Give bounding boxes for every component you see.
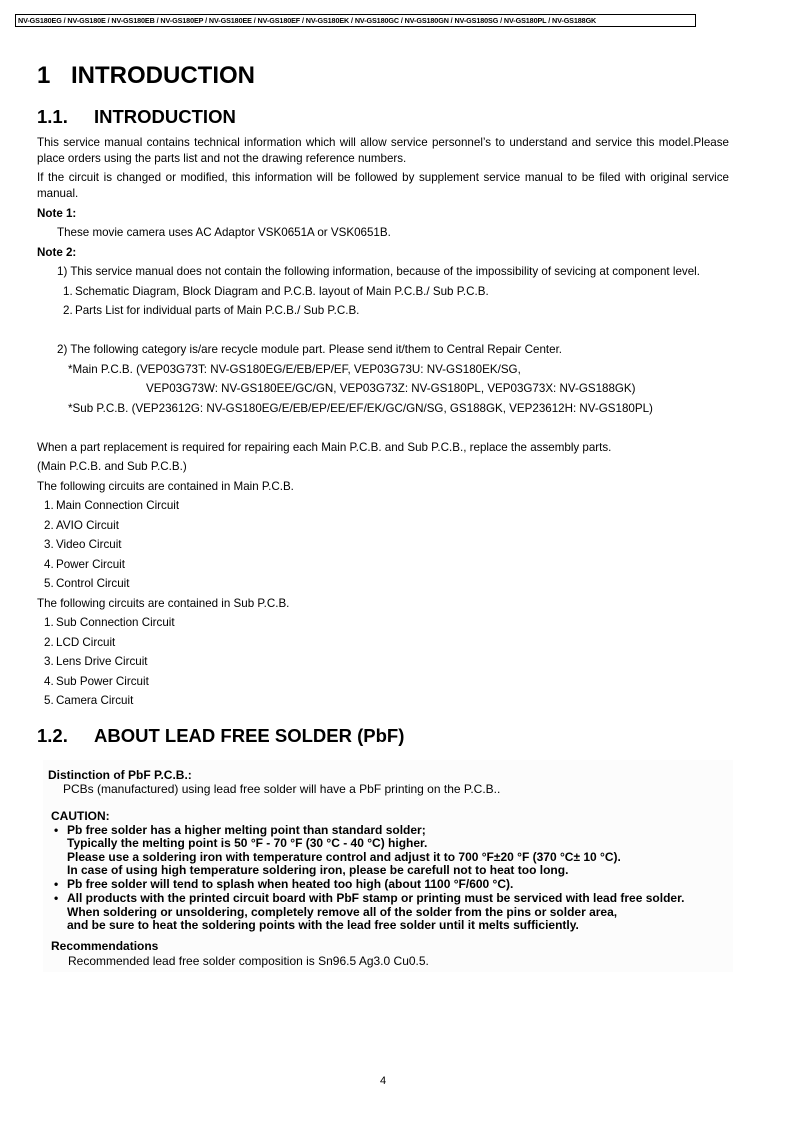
caution-line: and be sure to heat the soldering points with the lead free solder until it melts sufficiently. (67, 918, 579, 932)
note-2-item-1: 1) This service manual does not contain the following information, because of the impossibility of sevicing at component level. (57, 265, 700, 278)
list-text: Video Circuit (56, 538, 122, 551)
list-text: AVIO Circuit (56, 519, 119, 532)
list-text: Control Circuit (56, 577, 130, 590)
sub-circuit-item (44, 693, 133, 709)
caution-line: Please use a soldering iron with temperature control and adjust it to 700 °F±20 °F (370 °C± 10 °C). (67, 850, 621, 864)
list-text: Sub Power Circuit (56, 675, 149, 688)
model-list-header: NV-GS180EG / NV-GS180E / NV-GS180EB / NV-GS180EP / NV-GS180EE / NV-GS180EF / NV-GS180EK / NV-GS180GC / NV-GS180GN / NV-GS180SG / NV-GS180PL / NV-GS188GK (15, 14, 696, 27)
intro-paragraph-2: If the circuit is changed or modified, this information will be followed by supplement service manual to be filed with original service manual. (37, 171, 729, 200)
list-number: 3. (44, 538, 54, 551)
list-number: 1. (44, 499, 54, 512)
list-text: Schematic Diagram, Block Diagram and P.C.B. layout of Main P.C.B./ Sub P.C.B. (75, 285, 489, 298)
list-number: 3. (44, 655, 54, 668)
list-text: LCD Circuit (56, 636, 116, 649)
caution-text: Pb free solder will tend to splash when heated too high (about 1100 °F/600 °C). (67, 877, 514, 891)
list-number: 1. (63, 285, 73, 298)
list-number: 4. (44, 558, 54, 571)
note-2-subitem (63, 303, 359, 319)
main-circuit-item (44, 498, 179, 514)
caution-line: Typically the melting point is 50 °F - 70 °F (30 °C - 40 °C) higher. (67, 836, 428, 850)
sub-circuit-item (44, 615, 175, 631)
list-text: Main Connection Circuit (56, 499, 180, 512)
pbf-info-block (43, 760, 733, 972)
list-text: Parts List for individual parts of Main P.C.B./ Sub P.C.B. (75, 304, 360, 317)
bullet-icon: • (54, 877, 59, 891)
section-title: ABOUT LEAD FREE SOLDER (PbF) (94, 725, 405, 746)
sub-circuit-item (44, 674, 149, 690)
section-1-1-heading (37, 106, 236, 128)
caution-line: In case of using high temperature soldering iron, please be carefull not to heat too long. (67, 863, 569, 877)
distinction-text: PCBs (manufactured) using lead free solder will have a PbF printing on the P.C.B.. (63, 782, 501, 796)
section-number: 1.2. (37, 725, 68, 746)
list-number: 2. (44, 519, 54, 532)
main-circuit-item (44, 518, 119, 534)
note-2-label: Note 2: (37, 246, 77, 259)
section-1-2-heading (37, 725, 404, 747)
caution-label: CAUTION: (51, 809, 110, 823)
main-pcb-line-1: *Main P.C.B. (VEP03G73T: NV-GS180EG/E/EB/EP/EF, VEP03G73U: NV-GS180EK/SG, (68, 363, 521, 376)
caution-line (54, 891, 685, 905)
note-2-subitem (63, 284, 489, 300)
main-circuit-item (44, 557, 125, 573)
recommendations-text: Recommended lead free solder composition is Sn96.5 Ag3.0 Cu0.5. (68, 954, 429, 968)
main-circuit-item (44, 576, 129, 592)
recommendations-label: Recommendations (51, 939, 159, 953)
list-text: Lens Drive Circuit (56, 655, 148, 668)
page-number: 4 (380, 1075, 387, 1087)
list-number: 5. (44, 577, 54, 590)
main-circuit-item (44, 537, 122, 553)
chapter-number: 1 (37, 62, 51, 89)
caution-line (54, 877, 514, 891)
sub-pcb-line: *Sub P.C.B. (VEP23612G: NV-GS180EG/E/EB/EP/EE/EF/EK/GC/GN/SG, GS188GK, VEP23612H: NV-GS180PL) (68, 402, 653, 415)
list-number: 2. (63, 304, 73, 317)
list-number: 5. (44, 694, 54, 707)
replacement-line-1: When a part replacement is required for repairing each Main P.C.B. and Sub P.C.B., replace the assembly parts. (37, 441, 612, 454)
list-text: Power Circuit (56, 558, 125, 571)
bullet-icon: • (54, 891, 59, 905)
replacement-line-2: (Main P.C.B. and Sub P.C.B.) (37, 460, 187, 473)
intro-paragraph-1: This service manual contains technical information which will allow service personnel’s to understand and service this model.Please place orders using the parts list and not the drawing reference numbers. (37, 136, 729, 165)
sub-circuit-item (44, 635, 115, 651)
sub-circuits-intro: The following circuits are contained in Sub P.C.B. (37, 597, 290, 610)
bullet-icon: • (54, 823, 59, 837)
chapter-title (37, 62, 255, 90)
section-title: INTRODUCTION (94, 106, 236, 127)
list-number: 4. (44, 675, 54, 688)
note-1-label: Note 1: (37, 207, 77, 220)
chapter-title-text: INTRODUCTION (71, 62, 255, 89)
note-1-text: These movie camera uses AC Adaptor VSK0651A or VSK0651B. (57, 226, 391, 239)
list-number: 2. (44, 636, 54, 649)
caution-line (54, 823, 426, 837)
list-text: Camera Circuit (56, 694, 134, 707)
list-number: 1. (44, 616, 54, 629)
main-pcb-line-2: VEP03G73W: NV-GS180EE/GC/GN, VEP03G73Z: NV-GS180PL, VEP03G73X: NV-GS188GK) (146, 382, 636, 395)
main-circuits-intro: The following circuits are contained in Main P.C.B. (37, 480, 294, 493)
section-number: 1.1. (37, 106, 68, 127)
caution-text: All products with the printed circuit board with PbF stamp or printing must be serviced with lead free solder. (67, 891, 685, 905)
caution-line: When soldering or unsoldering, completely remove all of the solder from the pins or solder area, (67, 905, 618, 919)
note-2-item-2: 2) The following category is/are recycle module part. Please send it/them to Central Repair Center. (57, 343, 563, 356)
caution-text: Pb free solder has a higher melting point than standard solder; (67, 823, 426, 837)
distinction-label: Distinction of PbF P.C.B.: (48, 768, 192, 782)
list-text: Sub Connection Circuit (56, 616, 175, 629)
sub-circuit-item (44, 654, 148, 670)
